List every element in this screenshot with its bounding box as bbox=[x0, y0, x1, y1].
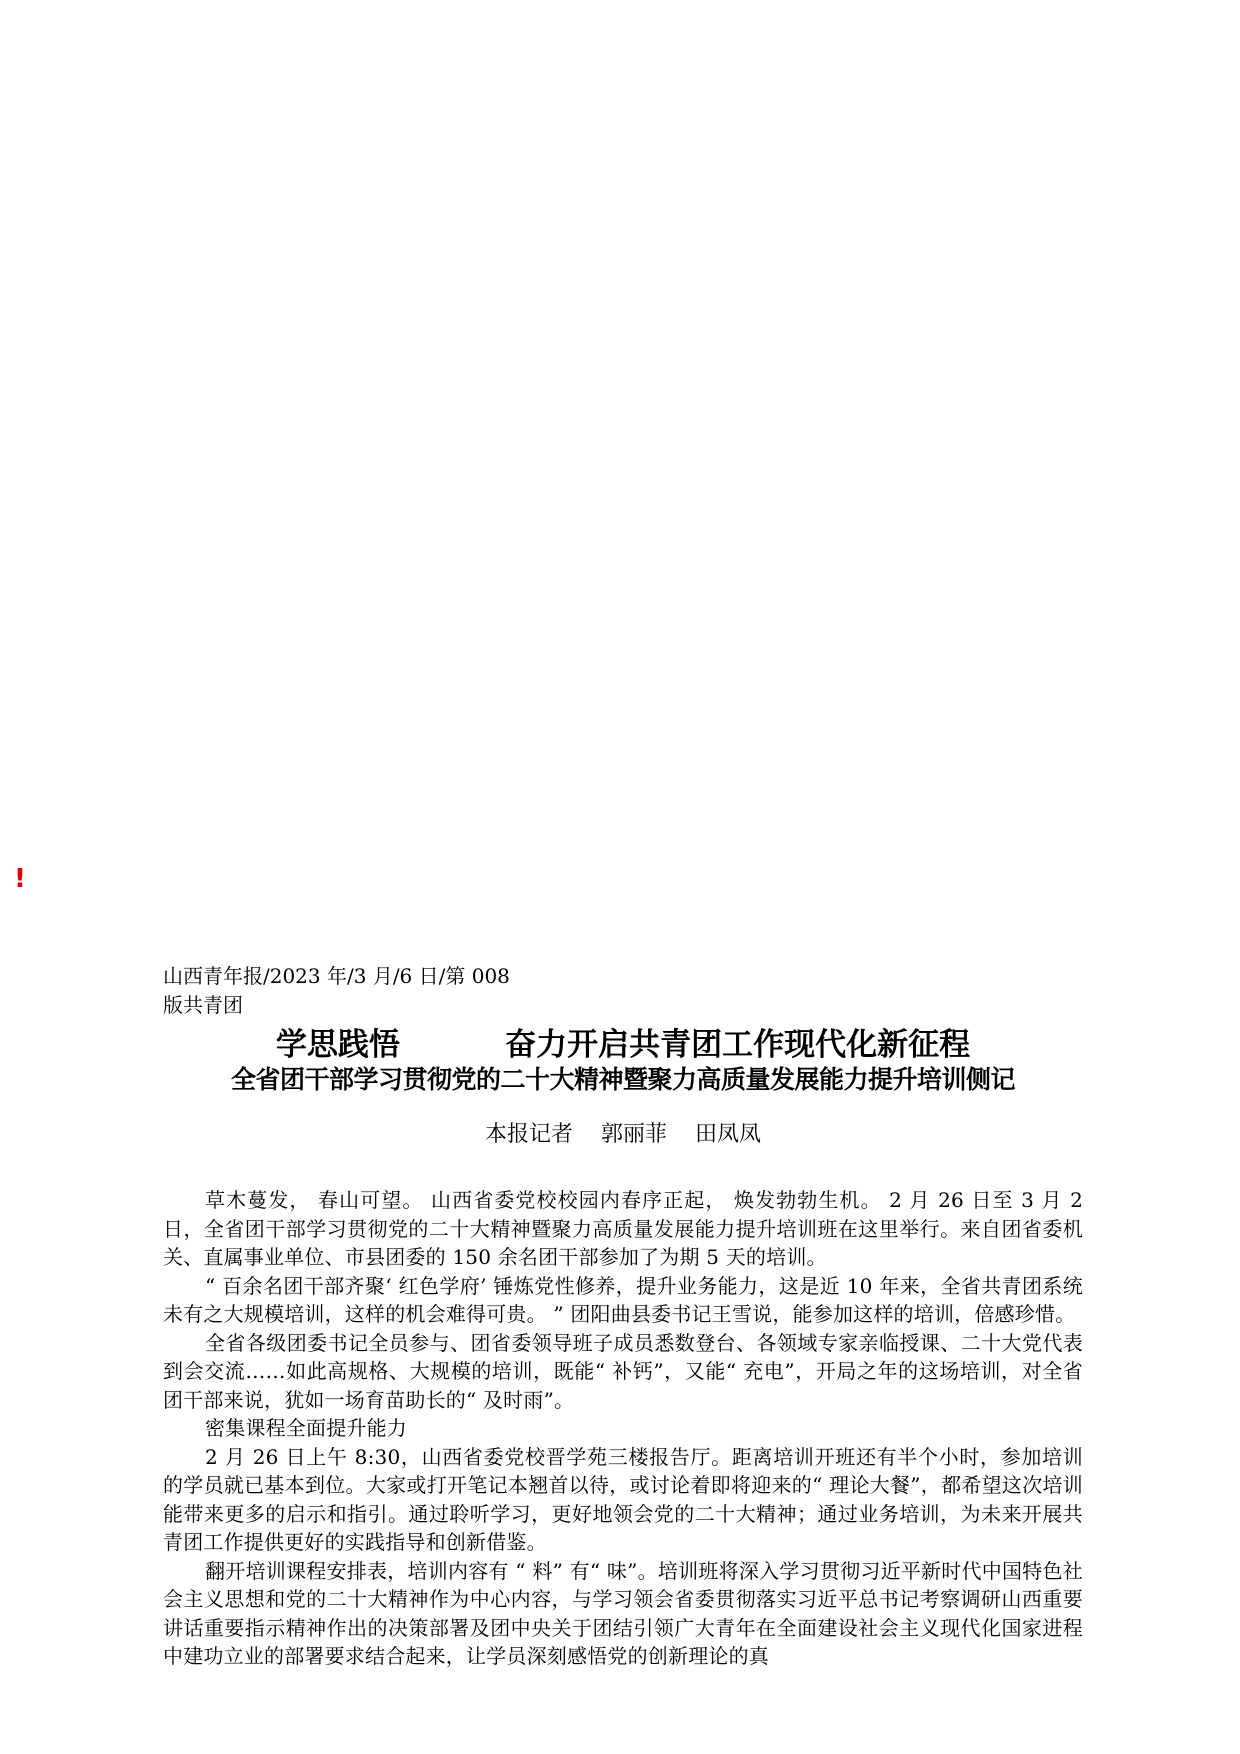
byline: 本报记者 郭丽菲 田凤凤 bbox=[485, 1122, 761, 1147]
paragraph: “ 百余名团干部齐聚‘ 红色学府’ 锤炼党性修养，提升业务能力，这是近 10 年来，全省共青团系统未有之大规模培训，这样的机会难得可贵。 ” 团阳曲县委书记王雪说，能参加这样的培训，倍感珍惜。 bbox=[163, 1273, 1083, 1326]
source-line: 山西青年报/2023 年/3 月/6 日/第 008 版共青团 bbox=[163, 964, 510, 1017]
article bbox=[163, 962, 1083, 1671]
article-body bbox=[163, 1186, 1083, 1671]
article-title: 学思践悟 奋力开启共青团工作现代化新征程 bbox=[275, 1027, 971, 1063]
paragraph: 翻开培训课程安排表，培训内容有 “ 料” 有“ 味”。培训班将深入学习贯彻习近平新时代中国特色社会主义思想和党的二十大精神作为中心内容，与学习领会省委贯彻落实习近平总书记考察调研山西重要讲话重要指示精神作出的决策部署及团中央关于团结引领广大青年在全面建设社会主义现代化国家进程中建功立业的部署要求结合起来，让学员深刻感悟党的创新理论的真 bbox=[163, 1558, 1083, 1668]
paragraph: 2 月 26 日上午 8:30，山西省委党校晋学苑三楼报告厅。距离培训开班还有半个小时，参加培训的学员就已基本到位。大家或打开笔记本翘首以待，或讨论着即将迎来的“ 理论大餐”，都希望这次培训能带来更多的启示和指引。通过聆听学习，更好地领会党的二十大精神；通过业务培训，为未来开展共青团工作提供更好的实践指导和创新借鉴。 bbox=[163, 1444, 1083, 1554]
article-subtitle: 全省团干部学习贯彻党的二十大精神暨聚力高质量发展能力提升培训侧记 bbox=[230, 1065, 1015, 1094]
paragraph: 草木蔓发， 春山可望。 山西省委党校校园内春序正起， 焕发勃勃生机。 2 月 26 日至 3 月 2 日，全省团干部学习贯彻党的二十大精神暨聚力高质量发展能力提升培训班在这里举行。来自团省委机关、直属事业单位、市县团委的 150 余名团干部参加了为期 5 天的培训。 bbox=[163, 1188, 1083, 1269]
warning-exclamation-mark: ! bbox=[14, 864, 26, 894]
section-heading: 密集课程全面提升能力 bbox=[205, 1416, 407, 1440]
paragraph: 全省各级团委书记全员参与、团省委领导班子成员悉数登台、各领域专家亲临授课、二十大党代表到会交流……如此高规格、大规模的培训，既能“ 补钙”，又能“ 充电”，开局之年的这场培训，对全省团干部来说，犹如一场育苗助长的“ 及时雨”。 bbox=[163, 1330, 1083, 1412]
